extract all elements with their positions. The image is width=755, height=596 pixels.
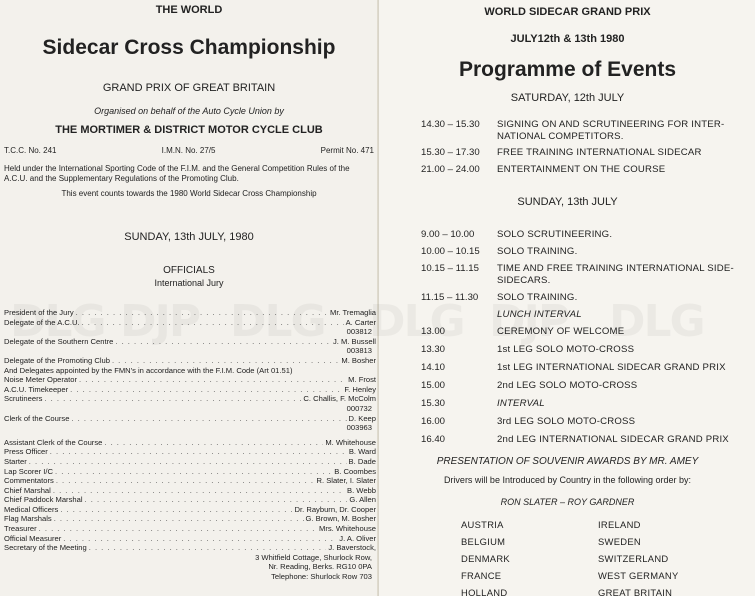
official-role: President of the Jury xyxy=(4,308,74,317)
official-role: A.C.U. Timekeeper xyxy=(4,384,69,394)
official-role: Delegate of the Promoting Club xyxy=(4,355,110,365)
official-row xyxy=(4,514,376,524)
event-description: 2nd LEG SOLO MOTO-CROSS xyxy=(497,380,638,391)
permit-numbers xyxy=(4,146,374,155)
event-description: SOLO TRAINING. xyxy=(497,246,578,257)
event-row xyxy=(421,344,751,356)
leader-dots xyxy=(82,318,344,328)
event-time: 15.00 xyxy=(421,380,446,391)
leader-dots xyxy=(63,534,337,544)
leader-dots xyxy=(112,356,339,366)
leader-dots xyxy=(50,447,347,457)
event-description: 2nd LEG INTERNATIONAL SIDECAR GRAND PRIX xyxy=(497,434,729,445)
official-row xyxy=(4,457,376,467)
official-row xyxy=(4,414,376,424)
official-row xyxy=(4,366,376,376)
country-item: IRELAND xyxy=(598,519,641,530)
official-row xyxy=(4,467,376,477)
jury-subheading: International Jury xyxy=(154,278,224,288)
officials-heading: OFFICIALS xyxy=(163,265,215,276)
country-item: DENMARK xyxy=(461,553,510,564)
official-row xyxy=(4,337,376,347)
championship-title: Sidecar Cross Championship xyxy=(42,36,336,59)
country-item: AUSTRIA xyxy=(461,519,504,530)
country-item: SWITZERLAND xyxy=(598,553,669,564)
official-row xyxy=(4,447,376,457)
official-row xyxy=(4,356,376,366)
official-row xyxy=(4,524,376,534)
event-time: 21.00 – 24.00 xyxy=(421,164,480,175)
event-time: 14.30 – 15.30 xyxy=(421,119,480,130)
event-description: INTERVAL xyxy=(497,398,545,409)
official-row xyxy=(4,318,376,328)
permit-number: Permit No. 471 xyxy=(320,146,374,155)
leader-dots xyxy=(29,457,347,467)
event-row xyxy=(421,434,751,446)
event-time: 11.15 – 11.30 xyxy=(421,292,479,303)
official-name: G. Brown, M. Bosher xyxy=(305,514,376,524)
event-time: 10.00 – 10.15 xyxy=(421,246,480,257)
world-heading: THE WORLD xyxy=(155,4,223,16)
official-name: J. A. Oliver xyxy=(339,533,376,543)
event-row xyxy=(421,398,751,410)
event-time: 16.40 xyxy=(421,434,446,445)
event-time: 13.30 xyxy=(421,344,446,355)
event-time: 13.00 xyxy=(421,326,446,337)
official-detail: 3 Whitfield Cottage, Shurlock Row, xyxy=(255,552,372,562)
official-name: J. M. Bussell xyxy=(332,336,376,346)
event-row xyxy=(421,229,751,241)
country-item: HOLLAND xyxy=(461,587,508,596)
programme-dates: JULY12th & 13th 1980 xyxy=(510,33,625,45)
event-time xyxy=(421,309,497,321)
official-detail: 003812 xyxy=(346,327,372,337)
leader-dots xyxy=(39,524,317,534)
official-name: A. Carter xyxy=(345,317,376,327)
official-row xyxy=(4,375,376,385)
event-description: CEREMONY OF WELCOME xyxy=(497,326,625,337)
official-role: Scrutineers xyxy=(4,394,43,404)
event-description: FREE TRAINING INTERNATIONAL SIDECAR xyxy=(497,147,702,158)
official-row xyxy=(4,486,376,496)
official-role: And Delegates appointed by the FMN's in accordance with the F.I.M. Code (Art 01.51) xyxy=(4,365,293,375)
event-row xyxy=(421,292,751,304)
regulations-text: Held under the International Sporting Code of the F.I.M. and the General Competition Rules of the A.C.U. and the Supplementary Regulations of the Promoting Club. xyxy=(4,164,350,183)
official-role: Delegate of the Southern Centre xyxy=(4,336,114,346)
event-description: SOLO SCRUTINEERING. xyxy=(497,229,613,240)
event-description: 3rd LEG SOLO MOTO-CROSS xyxy=(497,416,636,427)
leader-dots xyxy=(71,414,346,424)
official-name: Mrs. Whitehouse xyxy=(319,524,376,534)
official-role: Secretary of the Meeting xyxy=(4,543,87,553)
official-name: Dr. Rayburn, Dr. Cooper xyxy=(294,504,376,514)
organised-by: Organised on behalf of the Auto Cycle Union by xyxy=(94,106,284,116)
official-name: G. Allen xyxy=(349,495,376,505)
official-role: Noise Meter Operator xyxy=(4,375,78,385)
official-name: D. Keep xyxy=(348,413,376,423)
sunday-heading: SUNDAY, 13th JULY xyxy=(517,196,618,208)
country-item: BELGIUM xyxy=(461,536,506,547)
official-detail: 000732 xyxy=(346,403,372,413)
event-time: 16.00 xyxy=(421,416,446,427)
event-description: ENTERTAINMENT ON THE COURSE xyxy=(497,164,666,175)
official-role: Treasurer xyxy=(4,524,37,534)
event-description: SOLO TRAINING. xyxy=(497,292,578,303)
leader-dots xyxy=(70,385,342,395)
country-item: WEST GERMANY xyxy=(598,570,679,581)
event-description: 1st LEG INTERNATIONAL SIDECAR GRAND PRIX xyxy=(497,362,726,373)
event-row xyxy=(421,147,751,159)
official-row xyxy=(4,385,376,395)
event-row xyxy=(421,263,751,287)
leader-dots xyxy=(53,486,345,496)
country-item: SWEDEN xyxy=(598,536,641,547)
event-description: 1st LEG SOLO MOTO-CROSS xyxy=(497,344,635,355)
event-row xyxy=(421,362,751,374)
championship-note: This event counts towards the 1980 World Sidecar Cross Championship xyxy=(61,189,317,198)
leader-dots xyxy=(60,505,292,515)
official-role: Clerk of the Course xyxy=(4,413,70,423)
official-name: J. Baverstock, xyxy=(328,543,376,553)
official-role: Assistant Clerk of the Course xyxy=(4,437,103,447)
country-item: FRANCE xyxy=(461,570,502,581)
grand-prix-subtitle: GRAND PRIX OF GREAT BRITAIN xyxy=(102,82,276,94)
official-row xyxy=(4,438,376,448)
official-name: F. Henley xyxy=(344,384,376,394)
country-item: GREAT BRITAIN xyxy=(598,587,673,596)
official-detail: Nr. Reading, Berks. RG10 0PA xyxy=(268,562,372,572)
event-time: 15.30 xyxy=(421,398,446,409)
official-detail: 003963 xyxy=(346,423,372,433)
leader-dots xyxy=(76,308,328,318)
official-name: C. Challis, F. McColm xyxy=(303,394,376,404)
event-time: 15.30 – 17.30 xyxy=(421,147,480,158)
event-time: 9.00 – 10.00 xyxy=(421,229,475,240)
official-name: B. Ward xyxy=(348,447,376,457)
imn-number: I.M.N. No. 27/5 xyxy=(161,146,216,155)
official-role: Medical Officers xyxy=(4,504,59,514)
official-row xyxy=(4,534,376,544)
leader-dots xyxy=(56,476,315,486)
leader-dots xyxy=(44,394,301,404)
event-row xyxy=(421,309,751,321)
official-role: Lap Scorer I/C xyxy=(4,466,53,476)
right-page xyxy=(378,0,755,596)
leader-dots xyxy=(54,514,304,524)
event-row xyxy=(421,246,751,258)
event-date: SUNDAY, 13th JULY, 1980 xyxy=(124,231,254,243)
official-row xyxy=(4,308,376,318)
leader-dots xyxy=(85,495,348,505)
programme-header: WORLD SIDECAR GRAND PRIX xyxy=(484,6,651,18)
official-role: Chief Paddock Marshal xyxy=(4,495,83,505)
official-role: Flag Marshals xyxy=(4,514,52,524)
presentation-note: PRESENTATION OF SOUVENIR AWARDS BY MR. AMEY xyxy=(436,456,699,467)
leader-dots xyxy=(55,467,332,477)
official-role: Official Measurer xyxy=(4,533,62,543)
official-name: M. Bosher xyxy=(341,355,376,365)
leader-dots xyxy=(115,337,331,347)
official-row xyxy=(4,505,376,515)
official-role: Commentators xyxy=(4,476,54,486)
official-name: Mr. Tremaglia xyxy=(330,308,376,317)
event-time: 10.15 – 11.15 xyxy=(421,263,479,274)
official-detail: Telephone: Shurlock Row 703 xyxy=(271,572,372,582)
event-row xyxy=(421,326,751,338)
event-row xyxy=(421,164,751,176)
official-name: B. Dade xyxy=(348,456,376,466)
official-name: B. Coombes xyxy=(334,466,376,476)
event-description: TIME AND FREE TRAINING INTERNATIONAL SIDE-SIDECARS. xyxy=(497,263,734,286)
official-row xyxy=(4,495,376,505)
event-description: SIGNING ON AND SCRUTINEERING FOR INTER-NATIONAL COMPETITORS. xyxy=(497,119,725,142)
officials-list xyxy=(4,308,376,582)
official-role: Press Officer xyxy=(4,447,48,457)
leader-dots xyxy=(79,375,346,385)
champions-line: RON SLATER – ROY GARDNER xyxy=(500,497,635,507)
official-row xyxy=(4,394,376,404)
official-row xyxy=(4,476,376,486)
official-detail: 003813 xyxy=(346,346,372,356)
saturday-heading: SATURDAY, 12th JULY xyxy=(510,92,625,104)
official-role: Starter xyxy=(4,456,27,466)
event-time: 14.10 xyxy=(421,362,446,373)
event-description: LUNCH INTERVAL xyxy=(497,309,582,320)
leader-dots xyxy=(89,543,327,553)
drivers-note: Drivers will be Introduced by Country in the following order by: xyxy=(443,475,692,485)
event-row xyxy=(421,416,751,428)
event-row xyxy=(421,119,751,143)
official-role: Chief Marshal xyxy=(4,485,51,495)
event-row xyxy=(421,380,751,392)
official-name: M. Whitehouse xyxy=(325,437,376,447)
official-name: R. Slater, I. Slater xyxy=(316,476,376,486)
official-role: Delegate of the A.C.U. xyxy=(4,317,80,327)
official-row xyxy=(4,543,376,553)
club-name: THE MORTIMER & DISTRICT MOTOR CYCLE CLUB xyxy=(55,124,323,136)
tcc-number: T.C.C. No. 241 xyxy=(4,146,57,155)
official-name: B. Webb xyxy=(347,485,376,495)
programme-title: Programme of Events xyxy=(458,58,677,81)
official-name: M. Frost xyxy=(348,375,376,385)
leader-dots xyxy=(104,438,323,448)
